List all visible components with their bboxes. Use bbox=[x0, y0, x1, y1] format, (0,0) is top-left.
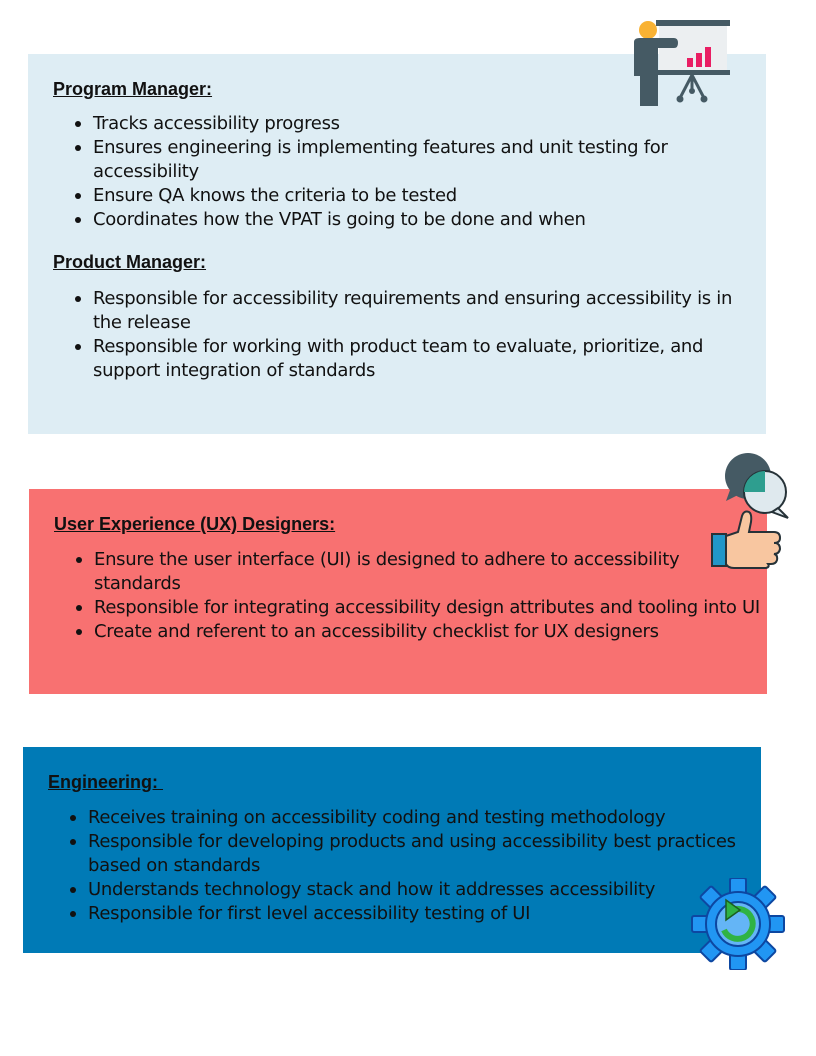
list-item: Responsible for developing products and using accessibility best practices based on standards bbox=[48, 830, 758, 878]
program-manager-list bbox=[53, 112, 758, 232]
list-item: Responsible for first level accessibility testing of UI bbox=[48, 902, 758, 926]
chat-thumbs-up-icon bbox=[708, 452, 794, 572]
list-item: Coordinates how the VPAT is going to be done and when bbox=[53, 208, 758, 232]
list-item: Ensure QA knows the criteria to be tested bbox=[53, 184, 758, 208]
list-item: Responsible for integrating accessibility design attributes and tooling into UI bbox=[54, 596, 764, 620]
list-item: Ensure the user interface (UI) is designed to adhere to accessibility standards bbox=[54, 548, 764, 596]
program-manager-heading: Program Manager: bbox=[53, 79, 213, 99]
engineering-heading: Engineering: bbox=[48, 772, 164, 792]
list-item: Responsible for working with product team to evaluate, prioritize, and support integration of standards bbox=[53, 335, 758, 383]
list-item: Receives training on accessibility coding and testing methodology bbox=[48, 806, 758, 830]
list-item: Responsible for accessibility requirements and ensuring accessibility is in the release bbox=[53, 287, 758, 335]
engineering-list bbox=[48, 806, 758, 926]
product-manager-list bbox=[53, 287, 758, 383]
presentation-chart-icon bbox=[628, 18, 732, 106]
list-item: Create and referent to an accessibility checklist for UX designers bbox=[54, 620, 764, 644]
ux-designers-heading: User Experience (UX) Designers: bbox=[54, 514, 336, 534]
engineering-panel bbox=[23, 747, 761, 953]
program-product-manager-panel bbox=[28, 54, 766, 434]
product-manager-heading: Product Manager: bbox=[53, 252, 207, 272]
ux-designers-list bbox=[54, 548, 764, 644]
ux-designers-panel bbox=[29, 489, 767, 694]
list-item: Tracks accessibility progress bbox=[53, 112, 758, 136]
gear-refresh-icon bbox=[690, 878, 786, 970]
list-item: Ensures engineering is implementing features and unit testing for accessibility bbox=[53, 136, 758, 184]
list-item: Understands technology stack and how it addresses accessibility bbox=[48, 878, 758, 902]
